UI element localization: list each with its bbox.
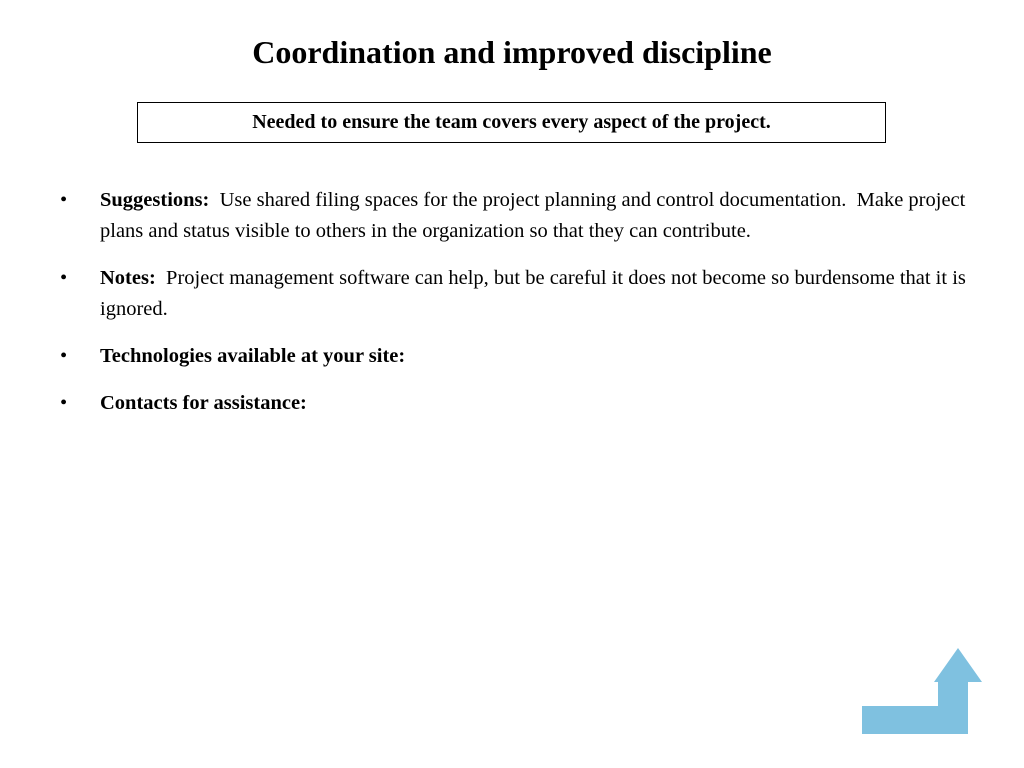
subtitle-text: Needed to ensure the team covers every aspect of the project. bbox=[252, 111, 771, 133]
bullet-list bbox=[60, 185, 970, 435]
bullet-dot: • bbox=[60, 392, 68, 414]
bullet-dot: • bbox=[60, 267, 68, 289]
bullet-dot: • bbox=[60, 189, 68, 211]
subtitle-box bbox=[137, 102, 886, 143]
slide-title: Coordination and improved discipline bbox=[252, 34, 772, 70]
bullet-dot: • bbox=[60, 345, 68, 367]
return-arrow-icon bbox=[860, 646, 984, 736]
return-button[interactable] bbox=[860, 646, 984, 736]
bullet-term: Contacts for assistance: bbox=[100, 392, 307, 414]
bullet-text: Use shared filing spaces for the project planning and control documentation. Make project plans and status visible to others in the organization so that they can contribute. bbox=[100, 189, 971, 242]
bullet-term: Notes: bbox=[100, 267, 156, 289]
bullet-text: Project management software can help, but be careful it does not become so burdensome that it is ignored. bbox=[100, 267, 971, 320]
bullet-term: Technologies available at your site: bbox=[100, 345, 406, 367]
bullet-technologies bbox=[60, 341, 970, 372]
bullet-term: Suggestions: bbox=[100, 189, 210, 211]
bullet-suggestions bbox=[60, 185, 970, 247]
bullet-notes bbox=[60, 263, 970, 325]
bullet-contacts bbox=[60, 388, 970, 419]
